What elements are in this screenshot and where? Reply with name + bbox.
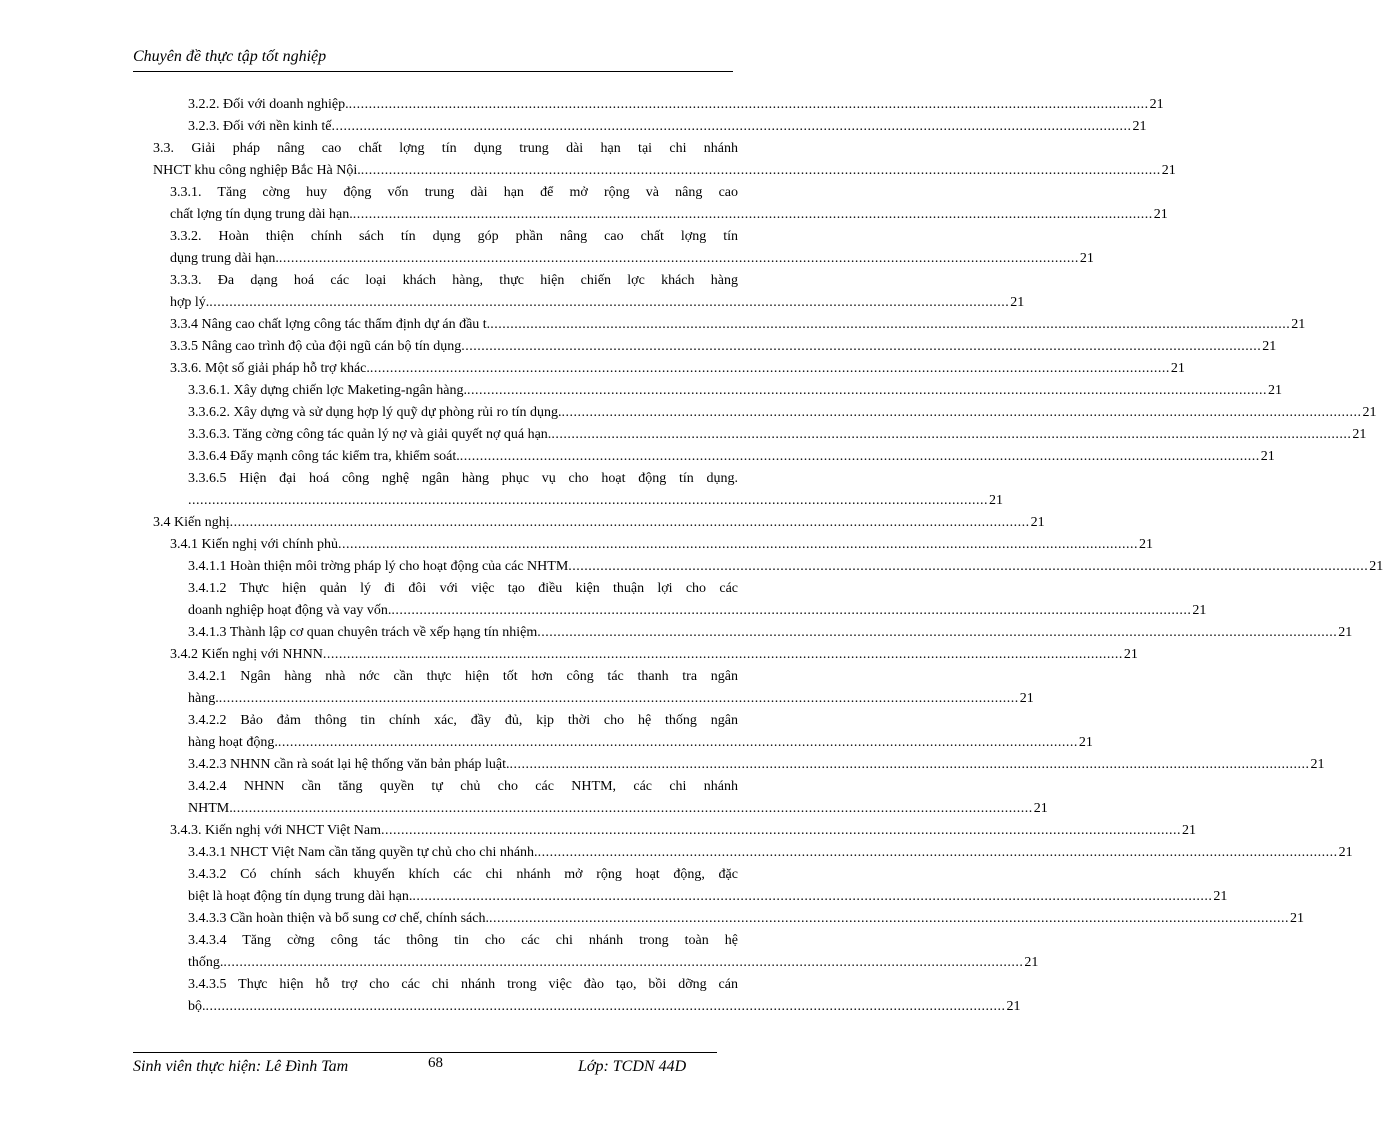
toc-entry[interactable] xyxy=(170,820,1196,842)
toc-entry[interactable] xyxy=(188,908,1304,930)
toc-entry-title: thống. xyxy=(188,955,224,970)
toc-entry[interactable] xyxy=(188,776,1048,820)
toc-page-number: 21 xyxy=(1310,757,1325,772)
toc-page-number: 21 xyxy=(1338,845,1353,860)
toc-page-number: 21 xyxy=(1006,999,1021,1014)
toc-entry-title: dụng trung dài hạn. xyxy=(170,251,279,266)
toc-entry[interactable] xyxy=(170,314,1306,336)
toc-leader-dots: ........................................................................................................................................................................................................ xyxy=(188,493,988,508)
toc-page-number: 21 xyxy=(989,493,1003,508)
toc-leader-dots: ........................................................................................................................................................................................................ xyxy=(551,427,1352,442)
toc-entry-title: hàng. xyxy=(188,691,219,706)
toc-entry-title: 3.4.2 Kiến nghị với NHNN xyxy=(170,647,323,662)
toc-entry[interactable] xyxy=(188,622,1353,644)
toc-page-number: 21 xyxy=(1267,383,1282,398)
toc-leader-dots: ........................................................................................................................................................................................................ xyxy=(461,339,1262,354)
toc-page-number: 21 xyxy=(1161,163,1176,178)
toc-entry[interactable] xyxy=(188,864,1228,908)
toc-page-number: 21 xyxy=(1291,317,1306,332)
footer-class: Lớp: TCDN 44D xyxy=(578,1058,687,1075)
toc-entry-title-line: 3.3.6.5 Hiện đại hoá công nghệ ngân hàng phục vụ cho hoạt động tín dụng. xyxy=(188,471,738,486)
toc-page-number: 21 xyxy=(1030,515,1045,530)
toc-page-number: 21 xyxy=(1338,625,1353,640)
toc-entry[interactable] xyxy=(188,94,1164,116)
footer-divider xyxy=(133,1052,717,1053)
toc-page-number: 21 xyxy=(1260,449,1275,464)
toc-entry-title-line: 3.4.2.2 Bảo đảm thông tin chính xác, đầy đủ, kịp thời cho hệ thống ngân xyxy=(188,713,738,728)
toc-entry-title-line: 3.4.3.2 Có chính sách khuyến khích các chi nhánh mở rộng hoạt động, đặc xyxy=(188,867,738,882)
toc-entry-title: 3.3.6. Một số giải pháp hỗ trợ khác. xyxy=(170,361,370,376)
toc-entry-title: 3.4.2.3 NHNN cần rà soát lại hệ thống văn bản pháp luật. xyxy=(188,757,510,772)
toc-entry[interactable] xyxy=(153,512,1045,534)
toc-leader-dots: ........................................................................................................................................................................................................ xyxy=(369,361,1170,376)
toc-page-number: 21 xyxy=(1079,251,1094,266)
toc-leader-dots: ........................................................................................................................................................................................................ xyxy=(509,757,1310,772)
toc-page-number: 21 xyxy=(1181,823,1196,838)
toc-entry-title: 3.4.1.1 Hoàn thiện môi trờng pháp lý cho hoạt động của các NHTM xyxy=(188,559,569,574)
toc-entry-title-line: 3.3. Giải pháp nâng cao chất lợng tín dụng trung dài hạn tại chi nhánh xyxy=(153,141,738,156)
toc-leader-dots: ........................................................................................................................................................................................................ xyxy=(223,955,1024,970)
toc-entry-title: 3.4.1.3 Thành lập cơ quan chuyên trách về xếp hạng tín nhiệm xyxy=(188,625,538,640)
toc-entry-title: NHCT khu công nghiệp Bắc Hà Nội. xyxy=(153,163,361,178)
toc-entry[interactable] xyxy=(170,358,1185,380)
toc-page-number: 21 xyxy=(1010,295,1025,310)
toc-leader-dots: ........................................................................................................................................................................................................ xyxy=(348,97,1149,112)
toc-entry-title: 3.3.4 Nâng cao chất lợng công tác thẩm định dự án đầu t. xyxy=(170,317,491,332)
toc-entry[interactable] xyxy=(188,842,1353,864)
toc-entry-title: 3.4.3. Kiến nghị với NHCT Việt Nam xyxy=(170,823,381,838)
toc-entry[interactable] xyxy=(188,446,1275,468)
toc-leader-dots: ........................................................................................................................................................................................................ xyxy=(459,449,1260,464)
header-divider xyxy=(133,71,733,72)
toc-page-number: 21 xyxy=(1369,559,1383,574)
toc-entry[interactable] xyxy=(188,116,1147,138)
toc-page-number: 21 xyxy=(1149,97,1164,112)
toc-leader-dots: ........................................................................................................................................................................................................ xyxy=(537,845,1338,860)
toc-entry[interactable] xyxy=(188,402,1377,424)
toc-leader-dots: ........................................................................................................................................................................................................ xyxy=(466,383,1267,398)
toc-entry[interactable] xyxy=(188,424,1367,446)
toc-entry-title: 3.2.3. Đối với nền kinh tế xyxy=(188,119,332,134)
page-number: 68 xyxy=(428,1055,443,1071)
toc-page-number: 21 xyxy=(1139,537,1153,552)
toc-leader-dots: ........................................................................................................................................................................................................ xyxy=(322,647,1123,662)
toc-page-number: 21 xyxy=(1132,119,1147,134)
toc-entry-title-line: 3.4.3.4 Tăng cờng công tác thông tin cho các chi nhánh trong toàn hệ xyxy=(188,933,738,948)
toc-entry-title: doanh nghiệp hoạt động và vay vốn. xyxy=(188,603,392,618)
toc-leader-dots: ........................................................................................................................................................................................................ xyxy=(488,911,1289,926)
toc-page-number: 21 xyxy=(1362,405,1377,420)
toc-entry-title: 3.4 Kiến nghị xyxy=(153,515,230,530)
toc-entry-title: biệt là hoạt động tín dụng trung dài hạn. xyxy=(188,889,413,904)
toc-entry[interactable] xyxy=(188,578,1207,622)
toc-entry[interactable] xyxy=(170,182,1168,226)
toc-leader-dots: ........................................................................................................................................................................................................ xyxy=(209,295,1010,310)
toc-entry-title: hàng hoạt động. xyxy=(188,735,278,750)
footer-student: Sinh viên thực hiện: Lê Đình Tam xyxy=(133,1058,349,1075)
toc-entry[interactable] xyxy=(188,710,1093,754)
toc-leader-dots: ........................................................................................................................................................................................................ xyxy=(331,119,1132,134)
toc-entry-title-line: 3.3.1. Tăng cờng huy động vốn trung dài hạn để mở rộng và nâng cao xyxy=(170,185,738,200)
toc-entry-title-line: 3.4.2.1 Ngân hàng nhà nớc cần thực hiện tốt hơn công tác thanh tra ngân xyxy=(188,669,738,684)
toc-leader-dots: ........................................................................................................................................................................................................ xyxy=(391,603,1192,618)
toc-entry[interactable] xyxy=(188,468,1003,512)
toc-page-number: 21 xyxy=(1024,955,1039,970)
toc-leader-dots: ........................................................................................................................................................................................................ xyxy=(278,251,1079,266)
toc-leader-dots: ........................................................................................................................................................................................................ xyxy=(537,625,1338,640)
toc-entry-title: 3.3.5 Nâng cao trình độ của đội ngũ cán bộ tín dụng xyxy=(170,339,462,354)
toc-entry-title-line: 3.4.1.2 Thực hiện quản lý đi đôi với việc tạo điều kiện thuận lợi cho các xyxy=(188,581,738,596)
toc-entry[interactable] xyxy=(170,336,1277,358)
toc-leader-dots: ........................................................................................................................................................................................................ xyxy=(380,823,1181,838)
toc-entry-title: chất lợng tín dụng trung dài hạn. xyxy=(170,207,353,222)
toc-leader-dots: ........................................................................................................................................................................................................ xyxy=(218,691,1019,706)
toc-leader-dots: ........................................................................................................................................................................................................ xyxy=(412,889,1213,904)
toc-leader-dots: ........................................................................................................................................................................................................ xyxy=(490,317,1291,332)
toc-entry-title: NHTM. xyxy=(188,801,233,816)
toc-page-number: 21 xyxy=(1033,801,1048,816)
toc-leader-dots: ........................................................................................................................................................................................................ xyxy=(205,999,1006,1014)
toc-entry[interactable] xyxy=(188,556,1383,578)
toc-entry[interactable] xyxy=(188,974,1021,1018)
toc-leader-dots: ........................................................................................................................................................................................................ xyxy=(568,559,1369,574)
toc-page-number: 21 xyxy=(1262,339,1277,354)
toc-page-number: 21 xyxy=(1213,889,1228,904)
toc-entry-title: 3.3.6.1. Xây dựng chiến lợc Maketing-ngân hàng. xyxy=(188,383,467,398)
toc-leader-dots: ........................................................................................................................................................................................................ xyxy=(360,163,1161,178)
toc-page-number: 21 xyxy=(1078,735,1093,750)
toc-entry[interactable] xyxy=(170,644,1138,666)
toc-entry-title-line: 3.3.3. Đa dạng hoá các loại khách hàng, thực hiện chiến lợc khách hàng xyxy=(170,273,738,288)
toc-leader-dots: ........................................................................................................................................................................................................ xyxy=(232,801,1033,816)
toc-entry-title: 3.3.6.2. Xây dựng và sử dụng hợp lý quỹ dự phòng rủi ro tín dụng. xyxy=(188,405,562,420)
toc-page-number: 21 xyxy=(1019,691,1034,706)
toc-entry[interactable] xyxy=(188,930,1039,974)
toc-page-number: 21 xyxy=(1170,361,1185,376)
toc-leader-dots: ........................................................................................................................................................................................................ xyxy=(352,207,1153,222)
toc-leader-dots: ........................................................................................................................................................................................................ xyxy=(561,405,1362,420)
toc-page-number: 21 xyxy=(1289,911,1304,926)
toc-entry[interactable] xyxy=(188,380,1282,402)
toc-page-number: 21 xyxy=(1123,647,1138,662)
toc-entry-title: 3.4.3.3 Cần hoàn thiện và bổ sung cơ chế, chính sách. xyxy=(188,911,489,926)
toc-entry[interactable] xyxy=(170,270,1025,314)
toc-entry-title: 3.2.2. Đối với doanh nghiệp. xyxy=(188,97,349,112)
toc-entry[interactable] xyxy=(170,534,1153,556)
toc-entry-title-line: 3.4.2.4 NHNN cần tăng quyền tự chủ cho các NHTM, các chi nhánh xyxy=(188,779,738,794)
toc-entry-title: 3.4.3.1 NHCT Việt Nam cần tăng quyền tự chủ cho chi nhánh. xyxy=(188,845,538,860)
toc-page-number: 21 xyxy=(1153,207,1168,222)
toc-leader-dots: ........................................................................................................................................................................................................ xyxy=(338,537,1138,552)
toc-entry-title: 3.3.6.3. Tăng cờng công tác quản lý nợ và giải quyết nợ quá hạn. xyxy=(188,427,552,442)
toc-entry[interactable] xyxy=(170,226,1094,270)
toc-page-number: 21 xyxy=(1192,603,1207,618)
toc-leader-dots: ........................................................................................................................................................................................................ xyxy=(277,735,1078,750)
toc-entry[interactable] xyxy=(188,666,1034,710)
toc-entry-title: 3.4.1 Kiến nghị với chính phủ xyxy=(170,537,338,552)
toc-entry[interactable] xyxy=(188,754,1325,776)
toc-entry-title-line: 3.4.3.5 Thực hiện hỗ trợ cho các chi nhánh trong việc đào tạo, bồi dỡng cán xyxy=(188,977,738,992)
toc-entry[interactable] xyxy=(153,138,1176,182)
toc-entry-title: hợp lý. xyxy=(170,295,210,310)
toc-leader-dots: ........................................................................................................................................................................................................ xyxy=(229,515,1030,530)
toc-entry-title: bộ. xyxy=(188,999,206,1014)
toc-entry-title: 3.3.6.4 Đẩy mạnh công tác kiểm tra, khiểm soát. xyxy=(188,449,460,464)
toc-page-number: 21 xyxy=(1352,427,1367,442)
toc-entry-title-line: 3.3.2. Hoàn thiện chính sách tín dụng góp phần nâng cao chất lợng tín xyxy=(170,229,738,244)
page-header-title: Chuyên đề thực tập tốt nghiệp xyxy=(133,48,327,65)
